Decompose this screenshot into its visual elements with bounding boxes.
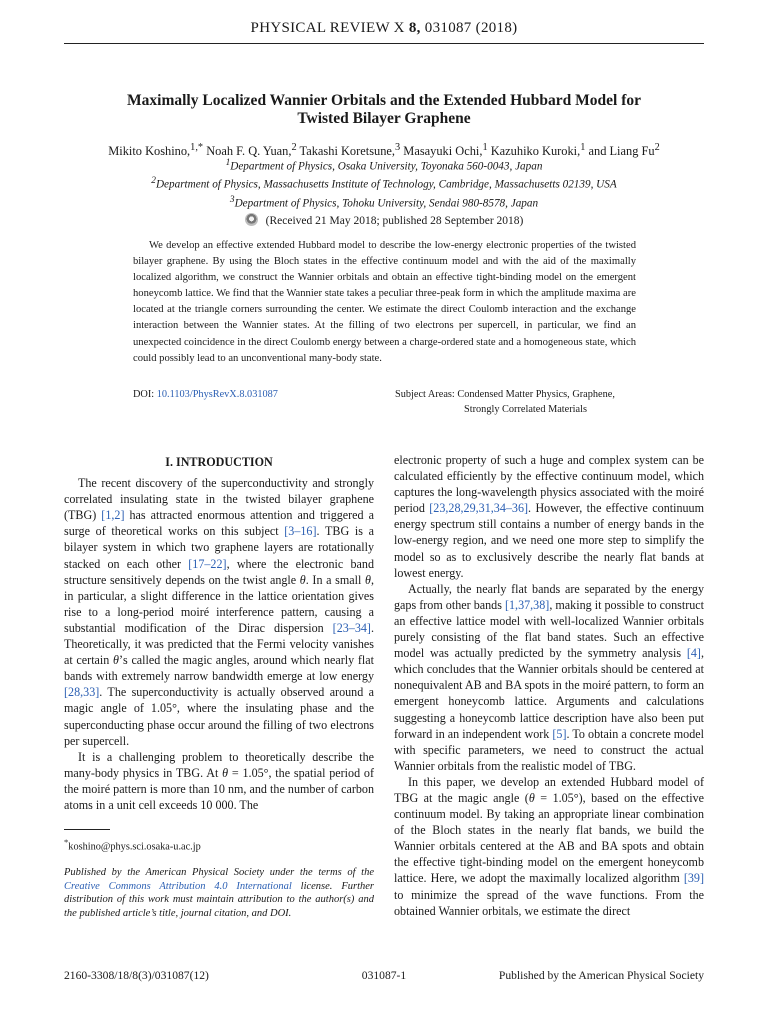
body-paragraph: In this paper, we develop an extended Hubbard model of TBG at the magic angle (θ = 1.05°), based on the effective continuum model. By taking an appropriate linear combination of the Bloch states in the nearly flat bands, we build the Wannier orbitals centered at the AB and BA spots and obtain the effective tight-binding model on the emergent honeycomb lattice. Here, we adopt the maximally localized algorithm [39] to minimize the spread of the wave functions. From the obtained Wannier orbitals, we estimate the direct	[394, 774, 704, 918]
license-notice: Published by the American Physical Society under the terms of the Creative Commons Attribution 4.0 International license. Further distribution of this work must maintain attribution to the author(s) and the published article’s title, journal citation, and DOI.	[64, 867, 374, 919]
subject-areas-line-1: Condensed Matter Physics, Graphene,	[457, 389, 615, 400]
article-title	[80, 92, 688, 128]
citation-link[interactable]: [3–16]	[284, 524, 317, 539]
article-number-year: 031087 (2018)	[424, 20, 518, 36]
citation-link[interactable]: [1,2]	[101, 508, 125, 523]
citation-link[interactable]: [4]	[686, 646, 701, 661]
abstract: We develop an effective extended Hubbard model to describe the low-energy electronic properties of the twisted bilayer graphene. By using the Bloch states in the effective continuum model and with the aid of the maximally localized algorithm, we construct the Wannier orbitals and obtain an effective tight-binding model on the emergent honeycomb lattice. We find that the Wannier state takes a peculiar three-peak form in which the amplitude maxima are located at the triangle corners surrounding the center. We estimate the direct Coulomb interaction and the exchange interaction between the Wannier states. At the filling of two electrons per supercell, in particular, we find an unexpected coincidence in the direct Coulomb energy between a charge-ordered state and a homogeneous state, which could possibly lead to an unconventional many-body state.	[133, 240, 636, 364]
citation-link[interactable]: [28,33]	[64, 685, 100, 700]
title-line-1: Maximally Localized Wannier Orbitals and the Extended Hubbard Model for	[127, 92, 641, 109]
citation-link[interactable]: [23,28,29,31,34–36]	[429, 501, 529, 516]
license-link[interactable]: Creative Commons Attribution 4.0 International	[64, 880, 292, 892]
corresponding-author-footnote: *koshino@phys.sci.osaka-u.ac.jp	[64, 837, 201, 853]
header-rule	[64, 43, 704, 44]
footer-issn: 2160-3308/18/8(3)/031087(12)	[64, 969, 209, 982]
doi-link[interactable]: 10.1103/PhysRevX.8.031087	[156, 389, 278, 400]
author: Takashi Koretsune,$^3$	[299, 142, 401, 159]
affiliation: $^1$Department of Physics, Osaka University, Toyonaka 560-0043, Japan	[225, 158, 543, 173]
citation-link[interactable]: [17–22]	[188, 556, 227, 571]
author: Mikito Koshino,$^{1,*}$	[108, 142, 204, 159]
journal-volume: 8,	[408, 20, 421, 36]
affiliation-list	[40, 156, 728, 211]
journal-name: PHYSICAL REVIEW X	[250, 20, 405, 36]
body-column-right	[394, 452, 704, 919]
body-paragraph: The recent discovery of the superconductivity and strongly correlated insulating state in the twisted bilayer graphene (TBG) [1,2] has attracted enormous attention and triggered a surge of theoretical works on this subject [3–16]. TBG is a bilayer system in which two graphene layers are rotationally stacked on each other [17–22], where the electronic band structure sensitively depends on the twist angle θ. In a small θ, in particular, a slight difference in the lattice orientation gives rise to a long-period moiré interference pattern, causing a substantial modification of the Dirac dispersion [23–34]. Theoretically, it was predicted that the Fermi velocity vanishes at certain θ’s called the magic angles, around which nearly flat bands with extremely narrow bandwidth emerge at low energy [28,33]. The superconductivity is actually observed around a magic angle of 1.05°, where the insulating phase and the superconducting phase occur around the filling of two electrons per supercell.	[64, 476, 375, 748]
corresponding-email[interactable]: koshino@phys.sci.osaka-u.ac.jp	[68, 841, 201, 853]
citation-link[interactable]: [1,37,38]	[504, 597, 550, 612]
crossmark-icon[interactable]	[245, 213, 258, 226]
author: and Liang Fu$^2$	[588, 142, 660, 159]
page-footer	[64, 969, 704, 985]
body-paragraph: Actually, the nearly flat bands are separated by the energy gaps from other bands [1,37,38], making it possible to construct an effective lattice model with well-localized Wannier orbitals purely consisting of the flat band states. Such an effective model was actually predicted by the symmetry analysis [4], which concludes that the Wannier orbitals should be centered at nonequivalent AB and BA spots in the moiré pattern, to form an emergent honeycomb lattice. Arguments and calculations suggesting a honeycomb lattice description have also been put forward in an independent work [5]. To obtain a concrete model with specific parameters, we need to construct the actual Wannier orbitals from the realistic model of TBG.	[394, 581, 704, 773]
subject-areas-line-2: Strongly Correlated Materials	[464, 404, 587, 415]
footnote-rule	[64, 829, 110, 830]
title-line-2: Twisted Bilayer Graphene	[297, 110, 471, 127]
running-head	[64, 20, 704, 42]
citation-link[interactable]: [23–34]	[332, 620, 371, 635]
body-column-left	[64, 452, 374, 813]
body-paragraph: It is a challenging problem to theoretically describe the many-body physics in TBG. At θ = 1.05°, the spatial period of the moiré pattern is more than 10 nm, and the number of carbon atoms in a unit cell exceeds 10 000. The	[64, 749, 374, 812]
citation-link[interactable]: [39]	[683, 871, 704, 886]
doi-line: DOI: 10.1103/PhysRevX.8.031087	[133, 389, 278, 400]
affiliation: $^2$Department of Physics, Massachusetts Institute of Technology, Cambridge, Massachusetts 02139, USA	[151, 176, 617, 192]
received-dates	[100, 213, 668, 229]
author: Masayuki Ochi,$^1$	[403, 142, 488, 159]
affiliation: $^3$Department of Physics, Tohoku University, Sendai 980-8578, Japan	[229, 194, 539, 210]
body-paragraph: electronic property of such a huge and complex system can be calculated efficiently by the effective continuum model, which captures the long-wavelength physics associated with the moiré period [23,28,29,31,34–36]. However, the effective continuum energy spectrum still contains a number of energy bands in the low-energy region, and we need one more step to simplify the model so as to exclusively describe the nearly flat bands at lowest energy.	[394, 453, 705, 580]
section-heading: I. INTRODUCTION	[165, 455, 273, 469]
author: Noah F. Q. Yuan,$^2$	[206, 142, 297, 159]
footer-publisher: Published by the American Physical Society	[498, 969, 704, 982]
author: Kazuhiko Kuroki,$^1$	[490, 142, 586, 159]
footer-page-number: 031087-1	[361, 969, 407, 982]
subject-areas: Subject Areas: Condensed Matter Physics, Graphene, Strongly Correlated Materials	[395, 389, 615, 415]
citation-link[interactable]: [5]	[552, 726, 567, 741]
received-text: (Received 21 May 2018; published 28 September 2018)	[265, 215, 524, 227]
